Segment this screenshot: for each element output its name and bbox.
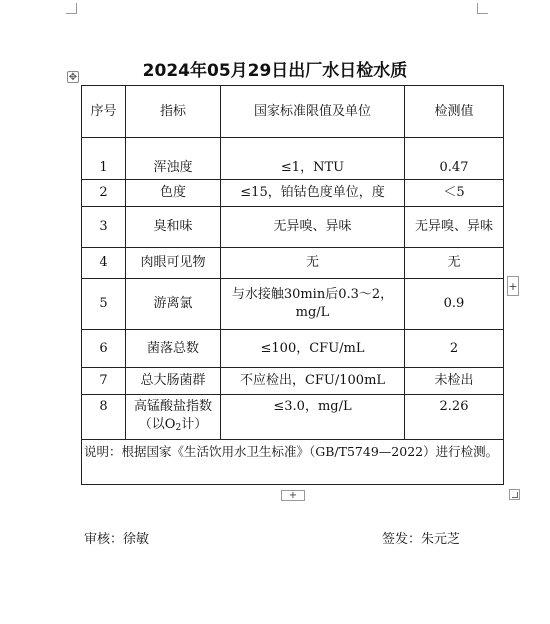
table-note: 说明：根据国家《生活饮用水卫生标准》（GB/T5749—2022）进行检测。 [82, 440, 504, 485]
table-row [82, 368, 504, 395]
row-no: 1 [82, 138, 126, 180]
row-limit: ≤1，NTU [221, 138, 405, 180]
header-indicator: 指标 [126, 86, 221, 138]
row-value: 2.26 [405, 395, 504, 440]
table-row [82, 180, 504, 207]
water-quality-table [81, 85, 504, 485]
header-limit: 国家标准限值及单位 [221, 86, 405, 138]
row-no: 8 [82, 395, 126, 440]
add-column-button[interactable]: + [507, 276, 519, 296]
table-note-row [82, 440, 504, 485]
indicator-line-1: 高锰酸盐指数 [133, 398, 212, 414]
row-indicator: 臭和味 [126, 207, 221, 248]
row-no: 6 [82, 330, 126, 368]
page-corner-mark-top-left [66, 3, 77, 14]
table-row [82, 207, 504, 248]
row-indicator: 浑浊度 [126, 138, 221, 180]
table-row [82, 248, 504, 279]
table-resize-handle-icon[interactable] [509, 489, 520, 500]
table-row [82, 138, 504, 180]
row-limit: 无 [221, 248, 405, 279]
row-no: 7 [82, 368, 126, 395]
row-indicator: 游离氯 [126, 279, 221, 330]
row-no: 4 [82, 248, 126, 279]
table-move-handle-icon[interactable]: ✥ [68, 72, 78, 83]
row-value: 未检出 [405, 368, 504, 395]
page-corner-mark-top-right [477, 3, 488, 14]
indicator-subscript: 2 [175, 422, 182, 433]
row-limit: ≤3.0，mg/L [221, 395, 405, 440]
row-limit: ≤15，铂钴色度单位，度 [221, 180, 405, 207]
table-row [82, 330, 504, 368]
row-value: 无 [405, 248, 504, 279]
issuer-signature: 签发：朱元芝 [382, 532, 461, 547]
row-value: 0.47 [405, 138, 504, 180]
header-no: 序号 [82, 86, 126, 138]
limit-line-2: mg/L [295, 305, 330, 320]
row-value: ＜5 [405, 180, 504, 207]
limit-line-1: 与水接触30min后0.3～2， [231, 287, 394, 302]
row-no: 5 [82, 279, 126, 330]
row-limit-multiline [221, 279, 405, 330]
row-value: 2 [405, 330, 504, 368]
header-value: 检测值 [405, 86, 504, 138]
row-indicator: 肉眼可见物 [126, 248, 221, 279]
row-indicator: 色度 [126, 180, 221, 207]
indicator-line-2-post: 计） [181, 416, 208, 432]
row-value: 0.9 [405, 279, 504, 330]
document-title: 2024年05月29日出厂水日检水质 [142, 61, 408, 81]
indicator-line-2-pre: （以O [138, 416, 176, 432]
row-indicator-multiline [126, 395, 221, 440]
table-row [82, 279, 504, 330]
row-indicator: 总大肠菌群 [126, 368, 221, 395]
row-limit: ≤100，CFU/mL [221, 330, 405, 368]
indicator-line-2 [126, 416, 220, 437]
row-limit: 无异嗅、异味 [221, 207, 405, 248]
reviewer-signature: 审核：徐敏 [84, 532, 150, 547]
table-header-row [82, 86, 504, 138]
row-no: 2 [82, 180, 126, 207]
add-row-button[interactable]: + [281, 490, 305, 501]
row-indicator: 菌落总数 [126, 330, 221, 368]
row-no: 3 [82, 207, 126, 248]
row-value: 无异嗅、异味 [405, 207, 504, 248]
table-row [82, 395, 504, 440]
row-limit: 不应检出，CFU/100mL [221, 368, 405, 395]
